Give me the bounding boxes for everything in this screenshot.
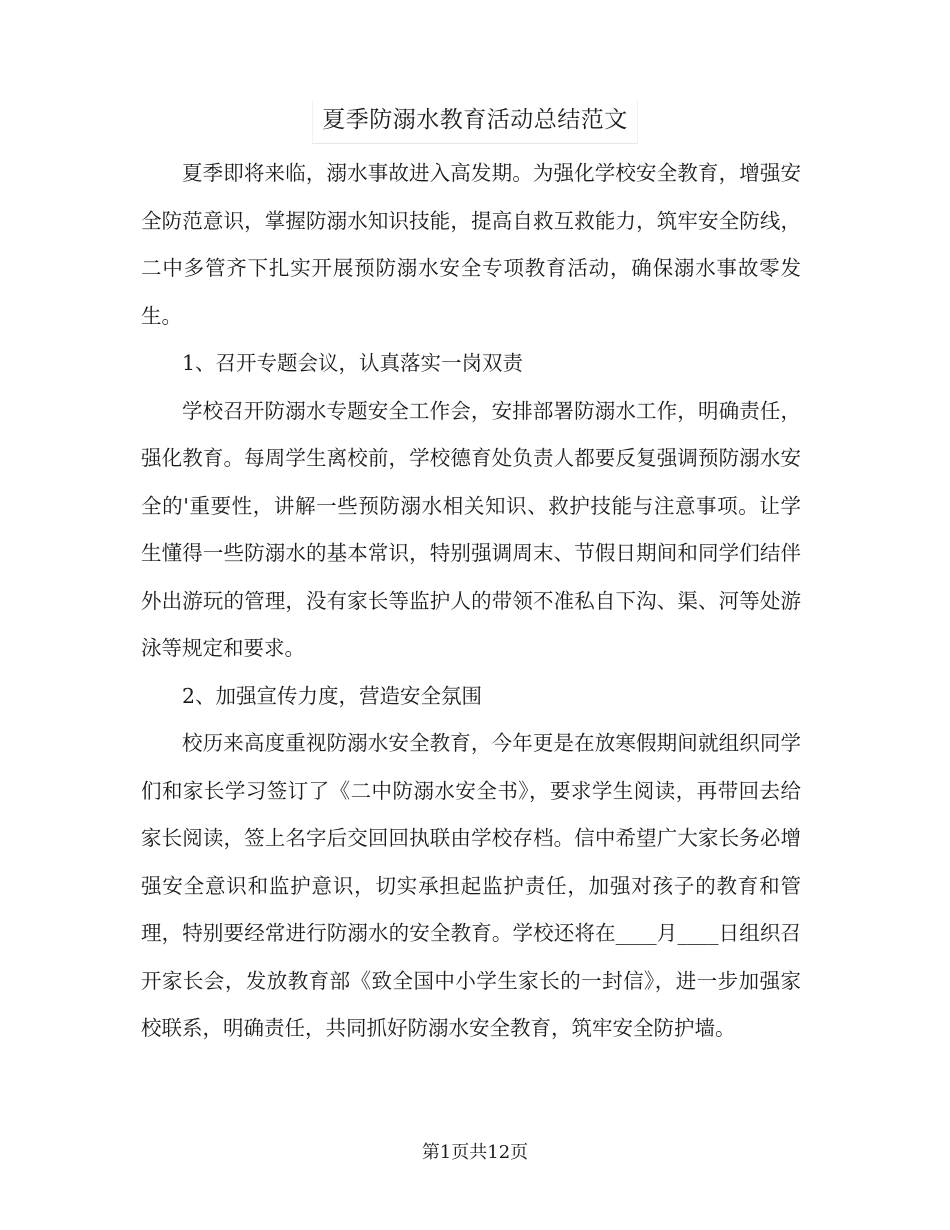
section-heading-2: 2、加强宣传力度，营造安全氛围 (182, 683, 483, 708)
page-number-footer: 第1页共12页 (421, 1142, 529, 1163)
paragraph-section-1: 学校召开防溺水专题安全工作会，安排部署防溺水工作，明确责任，强化教育。每周学生离校前，学校德育处负责人都要反复强调预防溺水安全的'重要性，讲解一些预防溺水相关知识、救护技能与注意事项。让学生懂得一些防溺水的基本常识，特别强调周末、节假日期间和同学们结伴外出游玩的管理，没有家长等监护人的带领不准私自下沟、渠、河等处游泳等规定和要求。 (141, 398, 801, 660)
document-title: 夏季防溺水教育活动总结范文 (312, 100, 638, 144)
section-heading-1: 1、召开专题会议，认真落实一岗双责 (182, 351, 524, 375)
paragraph-intro: 夏季即将来临，溺水事故进入高发期。为强化学校安全教育，增强安全防范意识，掌握防溺水知识技能，提高自救互救能力，筑牢安全防线，二中多管齐下扎实开展预防溺水安全专项教育活动，确保溺水事故零发生。 (141, 161, 801, 328)
paragraph-section-2: 校历来高度重视防溺水安全教育，今年更是在放寒假期间就组织同学们和家长学习签订了《二中防溺水安全书》，要求学生阅读，再带回去给家长阅读，签上名字后交回回执联由学校存档。信中希望广大家长务必增强安全意识和监护意识，切实承担起监护责任，加强对孩子的教育和管理，特别要经常进行防溺水的安全教育。学校还将在____月____日组织召开家长会，发放教育部《致全国中小学生家长的一封信》，进一步加强家校联系，明确责任，共同抓好防溺水安全教育，筑牢安全防护墙。 (141, 731, 801, 1040)
document-body (141, 150, 801, 1053)
